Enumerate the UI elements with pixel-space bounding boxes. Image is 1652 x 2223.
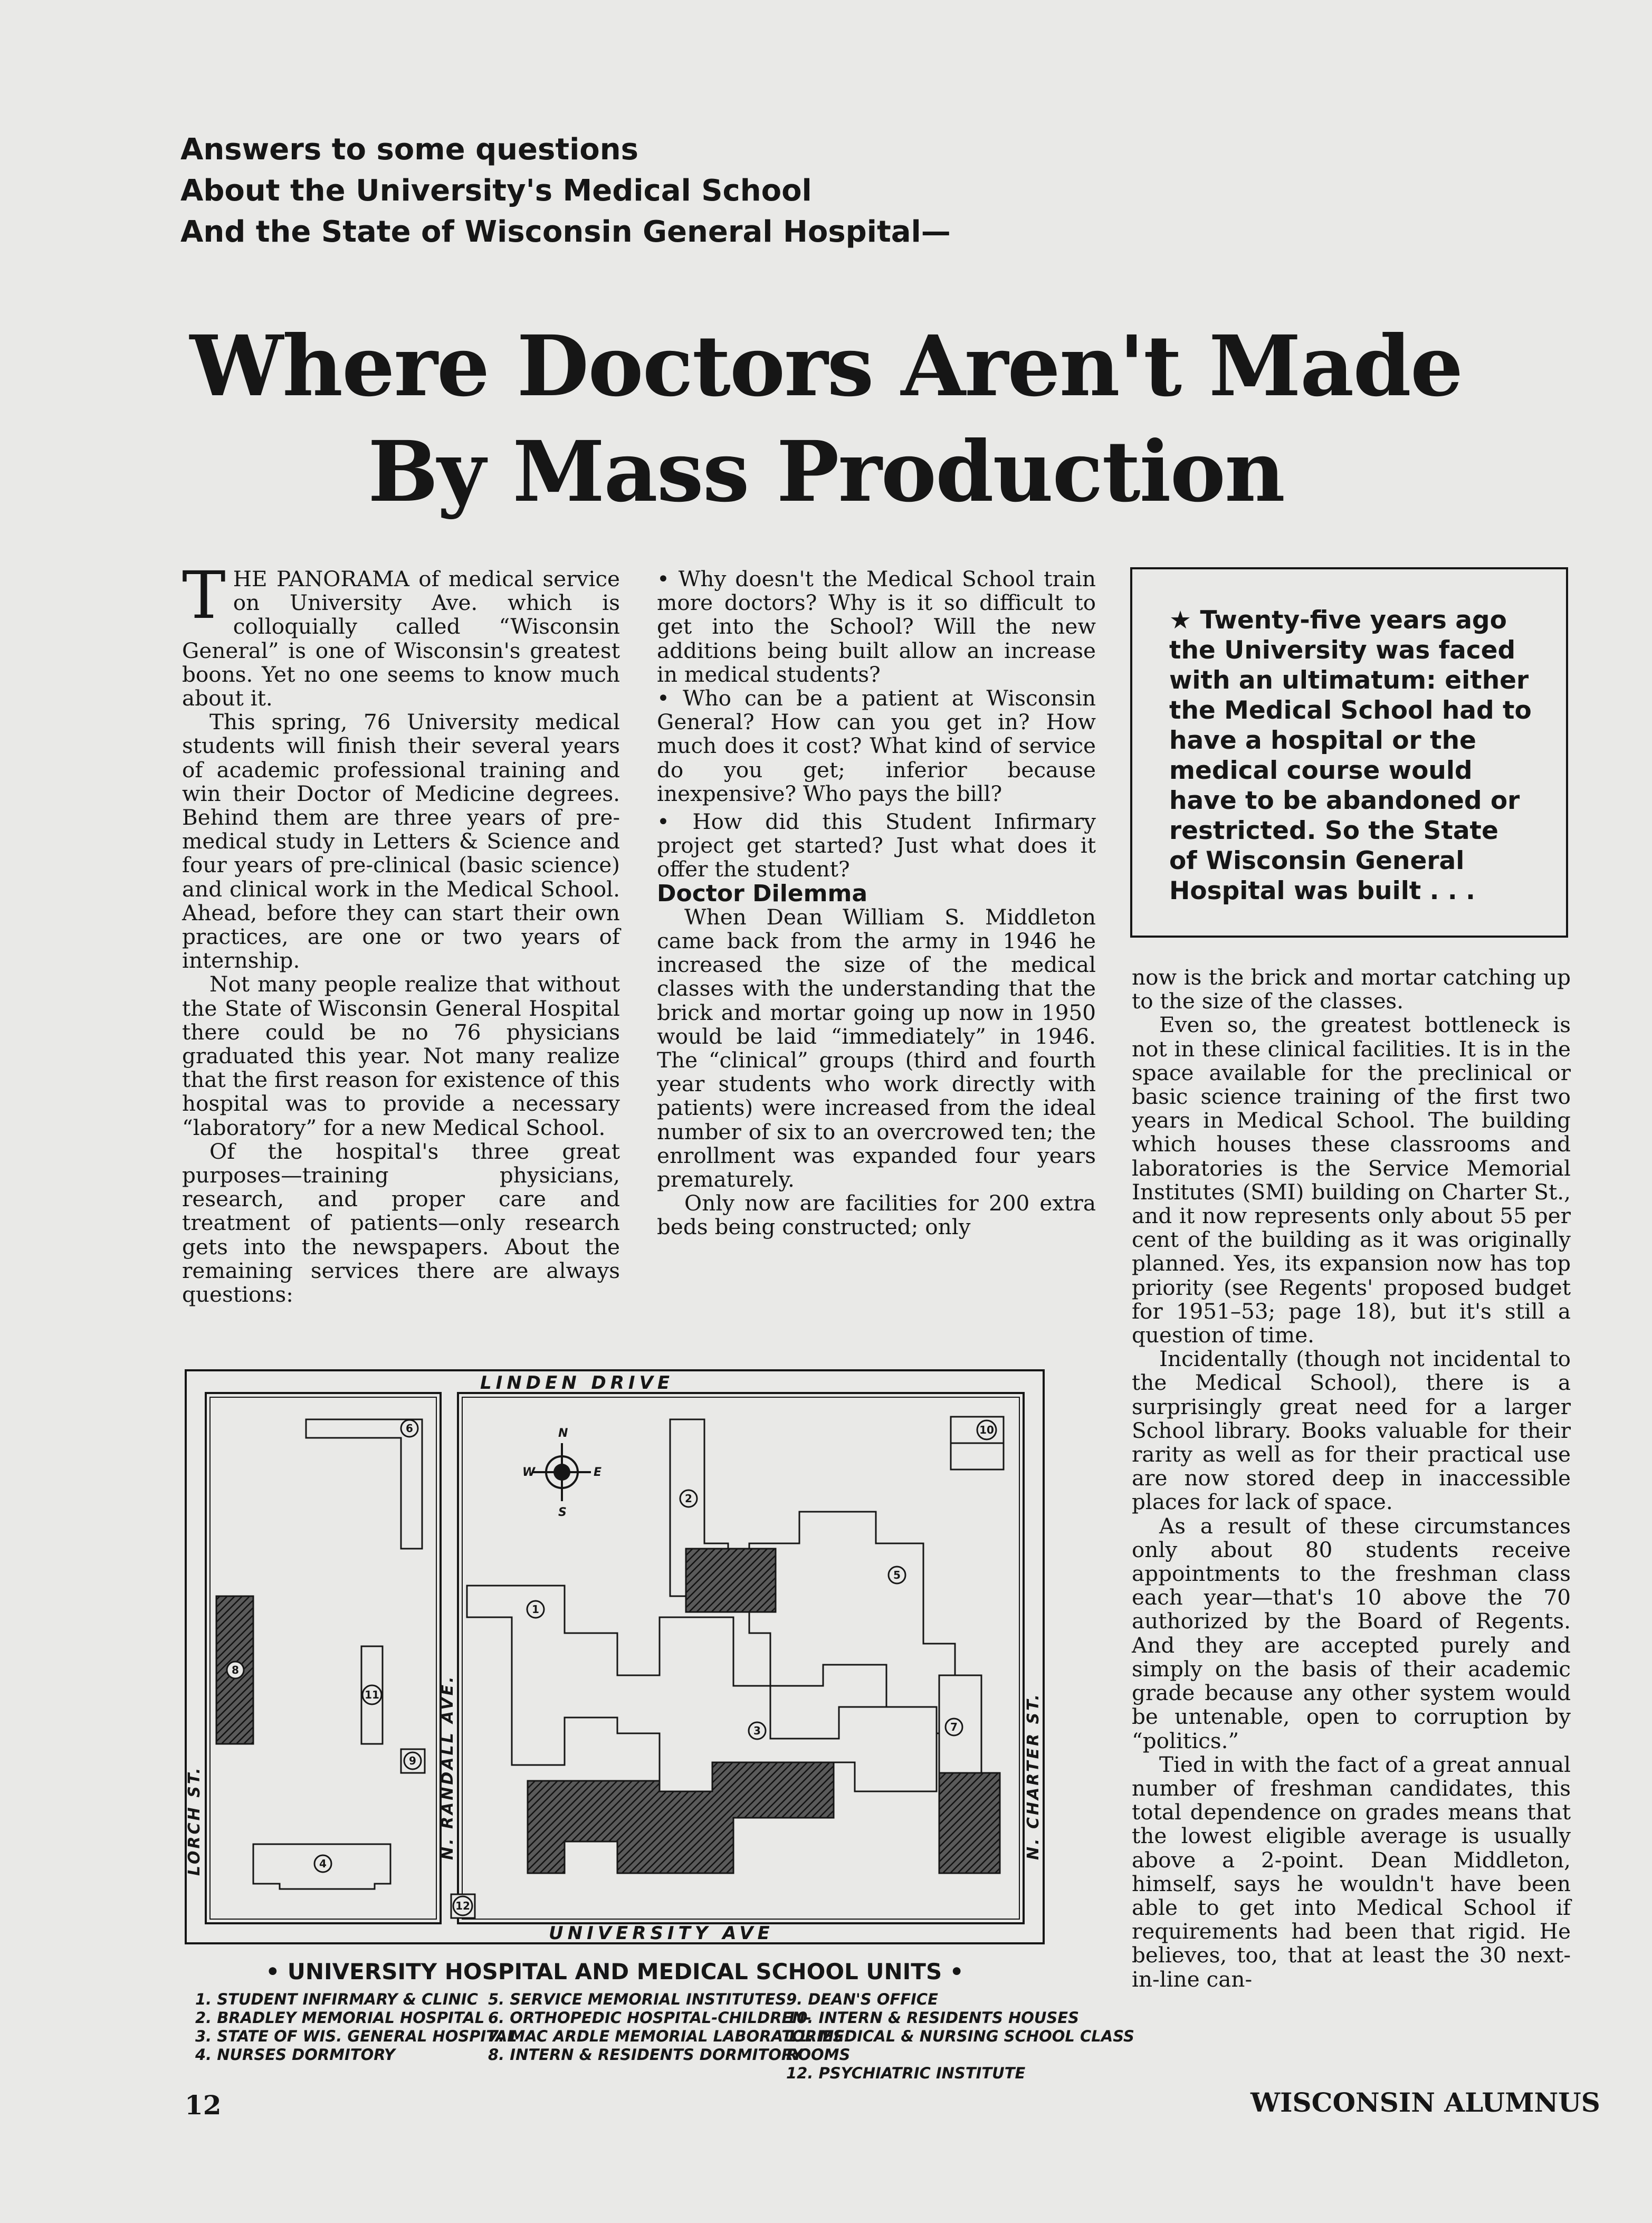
legend-item: 6. ORTHOPEDIC HOSPITAL-CHILDREN-	[488, 2009, 811, 2027]
paragraph: This spring, 76 University medical students will finish their several years of academic professional training and win their Doctor of Medicine degrees. Behind them are three years of pre-medical study in Letters & Science and four years of pre-clinical (basic science) and clinical work in the Medical School. Ahead, before they can start their own practices, are one or two years of internship.	[182, 709, 620, 974]
map-caption: • UNIVERSITY HOSPITAL AND MEDICAL SCHOOL UNITS •	[265, 1959, 964, 1985]
legend-item: 8. INTERN & RESIDENTS DORMITORY	[488, 2046, 803, 2064]
marker-3: 3	[753, 1724, 761, 1737]
building-7-addition	[939, 1773, 1000, 1873]
building-3-addition-north	[686, 1549, 776, 1612]
page-number: 12	[185, 2090, 222, 2121]
marker-1: 1	[532, 1603, 539, 1616]
legend-item: 2. BRADLEY MEMORIAL HOSPITAL	[195, 2009, 485, 2027]
callout-box	[1130, 567, 1568, 938]
marker-9: 9	[409, 1754, 416, 1767]
question-2: • Who can be a patient at Wisconsin General? How can you get in? How much does it cost? What kind of service do you get; inferior because inexpensive? Who pays the bill?	[657, 685, 1096, 806]
question-1: • Why doesn't the Medical School train more doctors? Why is it so difficult to get into the School? Will the new additions being built allow an increase in medical students?	[657, 566, 1096, 687]
kicker-line-2: About the University's Medical School	[180, 174, 812, 208]
legend-item: 11. MEDICAL & NURSING SCHOOL CLASS ROOMS	[786, 2027, 1134, 2064]
building-6	[306, 1419, 422, 1549]
column-2	[657, 567, 1096, 1239]
paragraph: Only now are facilities for 200 extra beds being constructed; only	[657, 1190, 1096, 1240]
paragraph: Even so, the greatest bottleneck is not in these clinical facilities. It is in the space available for the preclinical or basic science training of the first two years in Medical School. The building which houses these classrooms and laboratories is the Service Memorial Institutes (SMI) building on Charter St., and it now represents only about 55 per cent of the building as it was originally planned. Yes, its expansion now has top priority (see Regents' proposed budget for 1951–53; page 18), but it's still a question of time.	[1132, 1012, 1571, 1348]
legend-item: 5. SERVICE MEMORIAL INSTITUTES	[488, 1990, 787, 2008]
headline-line-1: Where Doctors Aren't Made	[189, 318, 1463, 415]
legend-item: 7. MAC ARDLE MEMORIAL LABORATORIES	[488, 2027, 844, 2045]
paragraph-text: HE PANORAMA of medical service on University Ave. which is colloquially called “Wisconsin General” is one of Wisconsin's greatest boons. Yet no one seems to know much about it.	[182, 566, 620, 711]
paragraph: When Dean William S. Middleton came back from the army in 1946 he increased the size of the medical classes with the understanding that the brick and mortar going up now in 1950 would be laid “immediately” in 1946. The “clinical” groups (third and fourth year students who work directly with patients) were increased from the ideal number of six to an overcrowed ten; the enrollment was expanded four years prematurely.	[657, 904, 1096, 1192]
marker-10: 10	[979, 1424, 994, 1436]
column-1	[182, 558, 620, 1308]
kicker-line-1: Answers to some questions	[180, 132, 638, 167]
headline	[158, 314, 1494, 525]
kicker	[180, 129, 951, 253]
marker-5: 5	[893, 1569, 901, 1581]
compass-n: N	[558, 1427, 568, 1440]
paragraph	[182, 558, 620, 711]
legend-item: 4. NURSES DORMITORY	[195, 2046, 395, 2064]
street-right: N. CHARTER ST.	[1024, 1692, 1043, 1860]
paragraph: Of the hospital's three great purposes—training physicians, research, and proper care and treatment of patients—only research gets into the newspapers. About the remaining services there are always questions:	[182, 1138, 620, 1308]
compass-e: E	[594, 1466, 602, 1479]
marker-6: 6	[406, 1422, 413, 1435]
paragraph: Not many people realize that without the State of Wisconsin General Hospital there could be no 76 physicians graduated this year. Not many realize that the first reason for existence of this hospital was to provide a necessary “laboratory” for a new Medical School.	[182, 971, 620, 1140]
paragraph: Incidentally (though not incidental to the Medical School), there is a surprisingly great need for a larger School library. Books valuable for their rarity as well as for their practical use are now stored deep in inaccessible places for lack of space.	[1132, 1346, 1571, 1515]
marker-11: 11	[365, 1688, 379, 1701]
subhead: Doctor Dilemma	[657, 880, 868, 907]
street-left: LORCH ST.	[185, 1766, 204, 1876]
compass-icon	[533, 1443, 591, 1501]
street-bottom: UNIVERSITY AVE	[549, 1923, 774, 1944]
drop-cap: T	[182, 558, 226, 634]
callout-text: ★ Twenty-five years ago the University was faced with an ultimatum: either the Medical School had to have a hospital or the medical course would have to be abandoned or restricted. So the State of Wisconsin General Hospital was built . . .	[1169, 606, 1532, 905]
marker-8: 8	[232, 1664, 239, 1676]
question-3: • How did this Student Infirmary project get started? Just what does it offer the student?	[657, 809, 1096, 882]
marker-7: 7	[950, 1721, 958, 1733]
paragraph: now is the brick and mortar catching up to the size of the classes.	[1132, 965, 1571, 1014]
street-top: LINDEN DRIVE	[480, 1372, 674, 1394]
legend-item: 1. STUDENT INFIRMARY & CLINIC	[195, 1990, 478, 2008]
street-middle: N. RANDALL AVE.	[438, 1674, 457, 1860]
legend-item: 12. PSYCHIATRIC INSTITUTE	[786, 2064, 1026, 2082]
paragraph: Tied in with the fact of a great annual number of freshman candidates, this total dependence on grades means that the lowest eligible average is usually above a 2-point. Dean Middleton, himself, says he wouldn't have been able to get into Medical School if requirements had been that rigid. He believes, too, that at least the 30 next-in-line can-	[1132, 1751, 1571, 1992]
paragraph: As a result of these circumstances only about 80 students receive appointments to the freshman class each year—that's 10 above the 70 authorized by the Board of Regents. And they are accepted purely and simply on the basis of their academic grade because any other system would be untenable, open to corruption by “politics.”	[1132, 1513, 1571, 1753]
marker-2: 2	[685, 1492, 692, 1505]
marker-4: 4	[319, 1857, 327, 1870]
publication-name: WISCONSIN ALUMNUS	[1250, 2087, 1600, 2118]
column-3	[1132, 966, 1571, 1991]
kicker-line-3: And the State of Wisconsin General Hospital—	[180, 215, 951, 249]
legend-item: 10. INTERN & RESIDENTS HOUSES	[786, 2009, 1079, 2027]
legend-item: 9. DEAN'S OFFICE	[786, 1990, 938, 2008]
campus-map	[185, 1369, 1045, 1944]
marker-12: 12	[455, 1900, 470, 1912]
compass-s: S	[558, 1506, 567, 1519]
building-5	[749, 1512, 955, 1733]
compass-w: W	[522, 1466, 536, 1479]
legend-item: 3. STATE OF WIS. GENERAL HOSPITAL	[195, 2027, 517, 2045]
headline-line-2: By Mass Production	[368, 423, 1284, 521]
